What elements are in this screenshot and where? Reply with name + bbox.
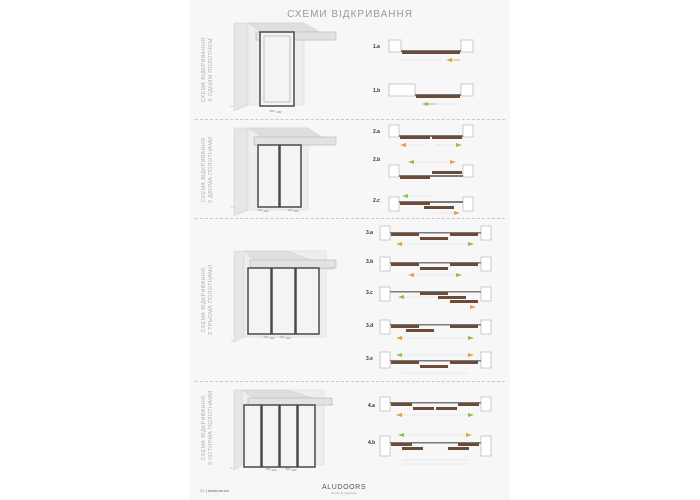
brand-logo	[322, 484, 366, 495]
arrow-icon	[468, 336, 474, 340]
door-illustration-one-leaf	[228, 20, 338, 115]
arrow-icon	[454, 211, 460, 215]
arrow-icon	[446, 58, 452, 62]
arrow-icon	[456, 273, 462, 277]
door-illustration-three-leaves	[228, 245, 338, 345]
brand-wordmark: ALUDOORS	[322, 484, 367, 491]
scheme-label-3c: 3.c	[366, 290, 373, 296]
footer-text: | aludoors.ua	[205, 488, 229, 493]
arrow-icon	[422, 102, 428, 106]
arrow-icon	[396, 242, 402, 246]
diagram-tag: 1.x	[230, 104, 235, 108]
arrow-icon	[398, 433, 404, 437]
arrow-icon	[450, 160, 456, 164]
arrow-icon	[400, 143, 406, 147]
scheme-1b	[386, 80, 476, 108]
section-label-two-leaves: СХЕМА ВІДКРИВАННЯ З ДВОМА ПОЛОТНАМИ	[201, 136, 214, 204]
footprints-icon	[269, 110, 282, 113]
arrow-icon	[398, 295, 404, 299]
arrow-icon	[468, 353, 474, 357]
diagram-tag: 4.x	[230, 466, 235, 470]
scheme-3d	[378, 316, 493, 344]
arrow-icon	[456, 143, 462, 147]
scheme-label-3e: 3.e	[366, 356, 373, 362]
arrow-icon	[468, 413, 474, 417]
scheme-4b	[378, 430, 493, 470]
scheme-4a	[378, 393, 493, 421]
scheme-label-4a: 4.a	[368, 403, 375, 409]
scheme-3c	[378, 283, 493, 311]
scheme-2c	[386, 191, 476, 219]
scheme-2b	[386, 157, 476, 185]
arrow-icon	[470, 305, 476, 309]
arrow-icon	[396, 336, 402, 340]
arrow-icon	[466, 433, 472, 437]
scheme-label-1a: 1.a	[373, 44, 380, 50]
scheme-label-2c: 2.c	[373, 198, 380, 204]
arrow-icon	[468, 242, 474, 246]
door-illustration-four-leaves	[228, 385, 338, 475]
scheme-3b	[378, 253, 493, 281]
scheme-label-2b: 2.b	[373, 157, 381, 163]
scheme-label-1b: 1.b	[373, 88, 381, 94]
arrow-icon	[402, 194, 408, 198]
section-label-three-leaves: СХЕМА ВІДКРИВАННЯ З ТРЬОМА ПОЛОТНАМИ	[201, 264, 214, 336]
scheme-label-3b: 3.b	[366, 259, 374, 265]
door-illustration-two-leaves	[228, 125, 338, 220]
section-divider	[195, 381, 505, 382]
arrow-icon	[408, 273, 414, 277]
diagram-tag: 2.x	[231, 205, 236, 209]
arrow-icon	[396, 413, 402, 417]
scheme-3a	[378, 222, 493, 250]
scheme-label-4b: 4.b	[368, 440, 376, 446]
page-title: СХЕМИ ВІДКРИВАННЯ	[287, 9, 413, 20]
section-label-four-leaves: СХЕМА ВІДКРИВАННЯ З ЧОТИРМА ПОЛОТНАМИ	[201, 390, 214, 466]
scheme-label-3d: 3.d	[366, 323, 374, 329]
scheme-2a	[386, 121, 476, 149]
page-footer	[200, 488, 229, 493]
arrow-icon	[408, 160, 414, 164]
scheme-3e	[378, 348, 493, 378]
scheme-label-3a: 3.a	[366, 230, 373, 236]
scheme-1a	[386, 36, 476, 64]
section-divider	[195, 119, 505, 120]
brand-tagline: doors & systems	[331, 491, 357, 495]
footprints-icon	[265, 468, 297, 471]
diagram-tag: 3.x	[231, 339, 236, 343]
arrow-icon	[396, 353, 402, 357]
section-label-one-leaf: СХЕМА ВІДКРИВАННЯ З ОДНИМ ПОЛОТНОМ	[201, 37, 214, 103]
scheme-label-2a: 2.a	[373, 129, 380, 135]
page-number: 32	[200, 488, 205, 493]
